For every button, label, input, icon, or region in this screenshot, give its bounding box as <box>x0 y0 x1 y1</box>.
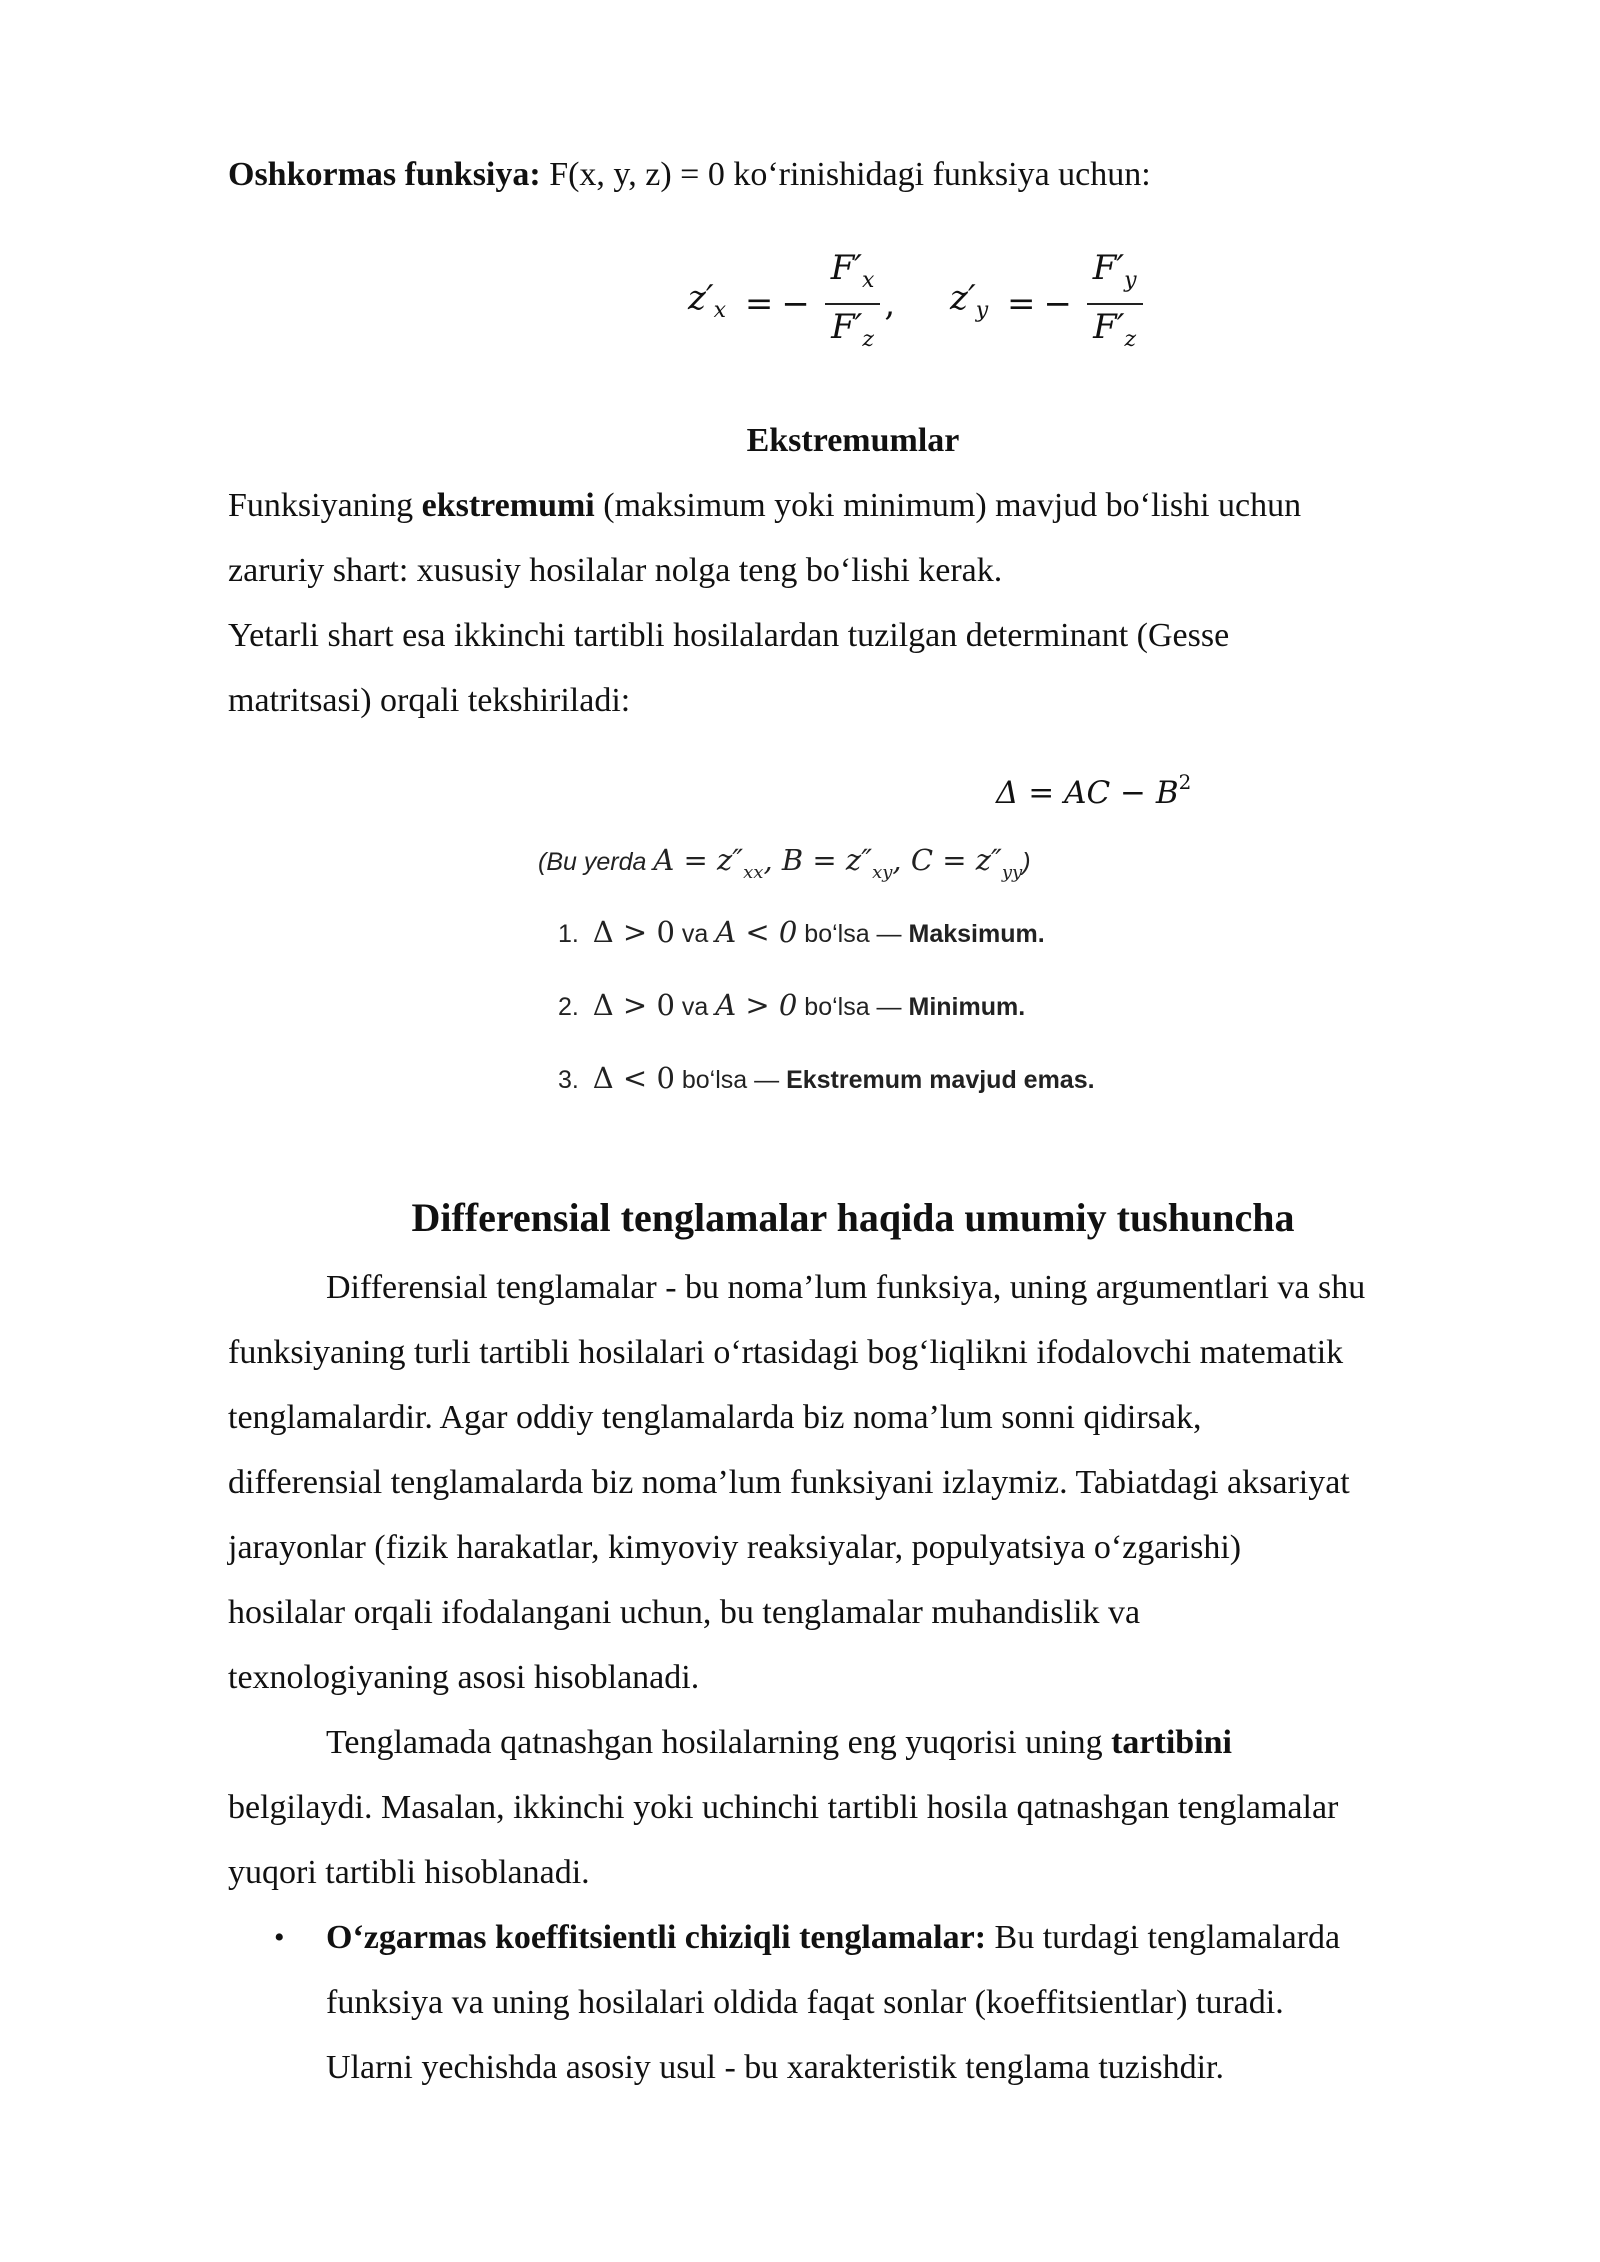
implicit-function-line <box>228 142 1478 207</box>
zx-symbol: z′ <box>688 277 714 318</box>
extremum-bold-term: ekstremumi <box>421 487 595 524</box>
fraction-fx-fz: $\frac{F'_x}{F'_z}$ <box>825 246 881 362</box>
list-item-no-extremum: 3. Δ < 0 bo‘lsa — Ekstremum mavjud emas. <box>558 1061 1095 1095</box>
diff-paragraph-line4: differensial tenglamalarda biz noma’lum funksiyani izlaymiz. Tabiatdagi aksariyat <box>228 1464 1350 1501</box>
zy-symbol: z′ <box>950 277 976 318</box>
minus-sign: − <box>781 284 810 324</box>
implicit-derivative-formula: $z'_x$ = − $\frac{F'_x}{F'_z}$ , $z'_y$ = − $\frac{F'_y}{F'_z}$ <box>688 246 1147 362</box>
equals-sign: = <box>744 284 774 324</box>
extremum-paragraph-line1: Funksiyaning ekstremumi (maksimum yoki minimum) mavjud bo‘lishi uchun <box>228 487 1302 524</box>
diff-heading: Differensial tenglamalar haqida umumiy tushuncha <box>411 1195 1295 1240</box>
extremum-paragraph-line2: zaruriy shart: xususiy hosilalar nolga teng bo‘lishi kerak. <box>228 552 1003 589</box>
bullet-line2: funksiya va uning hosilalari oldida faqat sonlar (koeffitsientlar) turadi. <box>326 1984 1284 2021</box>
sufficient-condition-line1: Yetarli shart esa ikkinchi tartibli hosilalardan tuzilgan determinant (Gesse <box>228 617 1230 654</box>
fraction-fy-fz: $\frac{F'_y}{F'_z}$ <box>1087 246 1143 362</box>
bullet-bold-label: O‘zgarmas koeffitsientli chiziqli tenglamalar: <box>326 1919 987 1956</box>
bullet-line3: Ularni yechishda asosiy usul - bu xarakteristik tenglama tuzishdir. <box>326 2049 1224 2086</box>
diff-paragraph-line3: tenglamalardir. Agar oddiy tenglamalarda biz noma’lum sonni qidirsak, <box>228 1399 1202 1436</box>
sufficient-condition-line2: matritsasi) orqali tekshiriladi: <box>228 682 631 719</box>
diff-paragraph-line7: texnologiyaning asosi hisoblanadi. <box>228 1659 700 1696</box>
list-item-maximum: 1. Δ > 0 va A < 0 bo‘lsa — Maksimum. <box>558 915 1045 949</box>
diff-paragraph-line6: hosilalar orqali ifodalangani uchun, bu tenglamalar muhandislik va <box>228 1594 1141 1631</box>
where-clause: (Bu yerda $A = z''_{xx}$, $B = z''_{xy}$, $C = z''_{yy}$) <box>538 843 1031 883</box>
extremum-heading: Ekstremumlar <box>746 422 960 459</box>
delta-formula: Δ = AC − $B^2$ <box>996 770 1192 811</box>
implicit-text: F(x, y, z) = 0 ko‘rinishidagi funksiya uchun: <box>540 156 1151 193</box>
order-bold-term: tartibini <box>1111 1724 1233 1761</box>
diff-paragraph-line5: jarayonlar (fizik harakatlar, kimyoviy reaksiyalar, populyatsiya o‘zgarishi) <box>228 1529 1242 1566</box>
implicit-label: Oshkormas funksiya: <box>228 156 541 193</box>
order-paragraph-line3: yuqori tartibli hisoblanadi. <box>228 1854 590 1891</box>
diff-paragraph-line2: funksiyaning turli tartibli hosilalari o‘rtasidagi bog‘liqlikni ifodalovchi matematik <box>228 1334 1344 1371</box>
bullet-line1: O‘zgarmas koeffitsientli chiziqli tenglamalar: Bu turdagi tenglamalarda <box>326 1919 1341 1956</box>
order-paragraph-line1: Tenglamada qatnashgan hosilalarning eng yuqorisi uning tartibini <box>326 1724 1233 1761</box>
bullet-marker: • <box>274 1921 285 1954</box>
order-paragraph-line2: belgilaydi. Masalan, ikkinchi yoki uchinchi tartibli hosila qatnashgan tenglamalar <box>228 1789 1339 1826</box>
list-item-minimum: 2. Δ > 0 va A > 0 bo‘lsa — Minimum. <box>558 988 1026 1022</box>
diff-paragraph-line1: Differensial tenglamalar - bu noma’lum funksiya, uning argumentlari va shu <box>326 1269 1366 1306</box>
